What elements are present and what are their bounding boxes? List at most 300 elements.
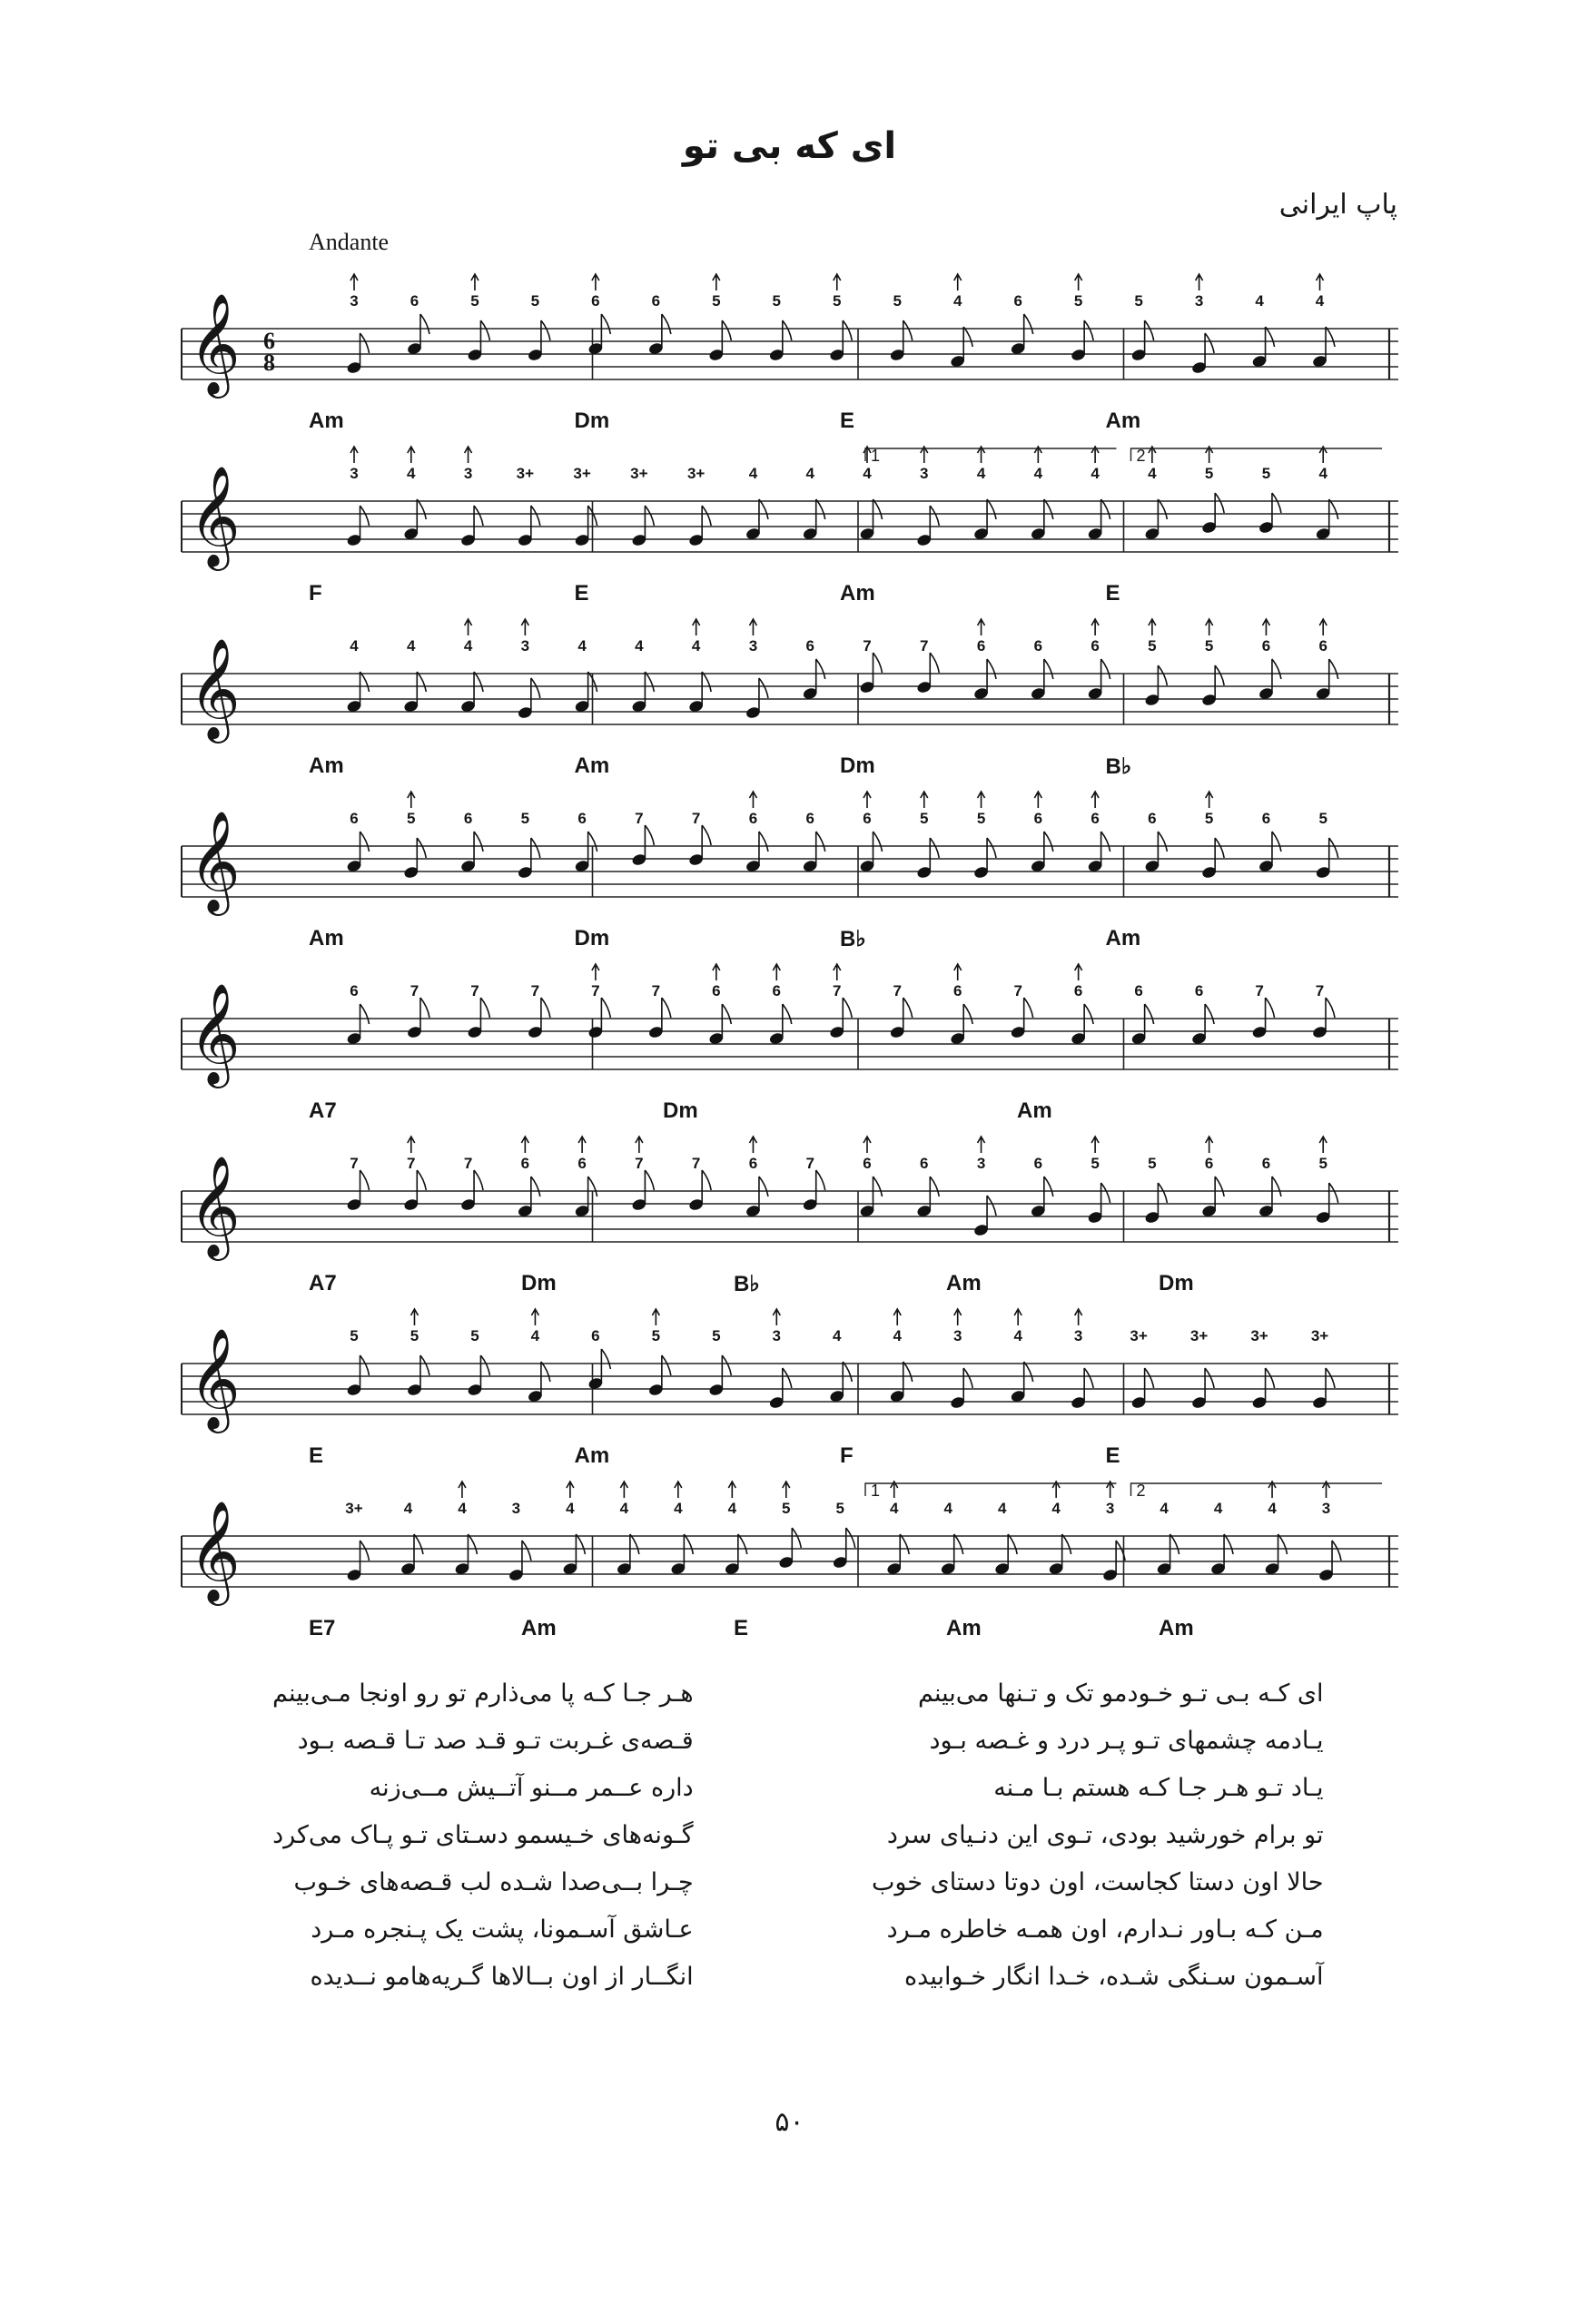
note-flag [873,1177,883,1196]
draw-arrow-icon [578,1137,586,1153]
harmonica-hole-number: 4 [1051,1500,1061,1517]
note-flag [987,838,996,858]
lyric-line: انگــار از اون بــالاها گـریه‌هامو نــدیده [310,1963,694,1991]
lyric-line: حالا اون دستا کجاست، اون دوتا دستای خوب [872,1868,1324,1896]
note-flag [645,825,654,845]
harmonica-hole-number: 6 [591,292,600,310]
draw-arrow-icon [1206,1137,1213,1153]
draw-arrow-icon [408,1137,415,1153]
draw-arrow-icon [459,1482,466,1498]
draw-arrow-icon [1206,447,1213,463]
note-flag [531,1177,540,1196]
tempo-marking: Andante [309,229,390,255]
lyric-line: گـونه‌های خـیسمو دسـتای تـو پـاک می‌کرد [272,1821,694,1849]
note-flag [987,659,996,679]
draw-arrow-icon [1091,619,1099,635]
note-flag [474,1170,483,1190]
harmonica-hole-number: 5 [1204,810,1214,827]
harmonica-hole-number: 4 [407,465,416,482]
harmonica-hole-number: 6 [1033,637,1043,655]
draw-arrow-icon [954,964,962,980]
chord-symbol: B♭ [1105,754,1132,779]
harmonica-hole-number: 7 [407,1155,416,1172]
note-flag [903,320,913,340]
lyric-line: آسـمون سـنگی شـده، خـدا انگار خـوابیده [904,1963,1324,1991]
draw-arrow-icon [1262,619,1269,635]
harmonica-hole-number: 6 [748,810,758,827]
draw-arrow-icon [531,1309,538,1325]
draw-arrow-icon [465,447,472,463]
note-flag [417,499,426,519]
harmonica-hole-number: 3+ [630,465,648,482]
time-signature [263,330,275,374]
draw-arrow-icon [749,619,756,635]
harmonica-hole-number: 7 [1255,982,1264,1000]
harmonica-hole-number: 3 [976,1155,986,1172]
harmonica-hole-number: 6 [1090,810,1100,827]
note-flag [930,506,939,526]
harmonica-hole-number: 5 [1204,637,1214,655]
draw-arrow-icon [954,1309,962,1325]
note-flag [601,314,610,334]
note-flag [1084,1368,1093,1388]
note-flag [1101,499,1110,519]
harmonica-hole-number: 3 [748,637,758,655]
harmonica-hole-number: 6 [1073,982,1083,1000]
draw-arrow-icon [1091,447,1099,463]
note-flag [702,825,711,845]
note-flag [1158,665,1167,685]
harmonica-hole-number: 6 [1033,1155,1043,1172]
draw-arrow-icon [620,1482,627,1498]
note-flag [722,1355,731,1375]
harmonica-hole-number: 6 [410,292,419,310]
harmonica-hole-number: 3+ [1310,1327,1329,1344]
note-flag [417,838,426,858]
harmonica-hole-number: 4 [976,465,986,482]
chord-symbol: Am [574,1443,610,1468]
note-flag [420,998,429,1018]
note-flag [963,1368,972,1388]
note-flag [474,832,483,852]
note-flag [843,998,852,1018]
lyric-line: داره عــمر مــنو آتــیش مــی‌زنه [369,1774,694,1802]
harmonica-hole-number: 6 [952,982,962,1000]
music-staff [173,1480,1407,1643]
chord-symbol: Am [309,926,344,950]
harmonica-hole-number: 6 [1134,982,1143,1000]
note-flag [645,506,654,526]
note-flag [783,1004,792,1024]
note-flag [1145,1368,1154,1388]
harmonica-hole-number: 5 [1134,292,1143,310]
volta-label: 1 [871,1482,881,1500]
note-flag [1272,659,1281,679]
harmonica-hole-number: 7 [350,1155,359,1172]
note-flag [722,1004,731,1024]
lyric-line: یـاد تـو هـر جـا کـه هستم بـا مـنه [993,1774,1324,1802]
harmonica-hole-number: 4 [566,1500,575,1517]
note-flag [843,320,852,340]
harmonica-hole-number: 6 [805,637,814,655]
harmonica-hole-number: 7 [691,810,701,827]
chord-symbol: E [734,1616,749,1640]
note-flag [1158,832,1167,852]
note-flag [360,333,370,353]
note-flag [1266,1368,1275,1388]
note-flag [987,1196,996,1216]
harmonica-hole-number: 6 [577,1155,587,1172]
draw-arrow-icon [783,1482,790,1498]
harmonica-hole-number: 6 [1261,637,1271,655]
harmonica-hole-number: 7 [530,982,540,1000]
note-flag [1084,1004,1093,1024]
note-flag [360,506,370,526]
harmonica-hole-number: 4 [833,1327,842,1344]
note-flag [1224,1534,1233,1554]
note-flag [1332,1541,1341,1561]
harmonica-hole-number: 3 [1194,292,1204,310]
harmonica-hole-number: 4 [619,1500,629,1517]
draw-arrow-icon [1317,274,1324,290]
chord-symbol: Am [946,1616,982,1640]
harmonica-hole-number: 4 [403,1500,413,1517]
draw-arrow-icon [713,964,720,980]
draw-arrow-icon [978,792,985,808]
harmonica-hole-number: 5 [1318,1155,1327,1172]
lyrics-left-column [272,1670,694,2001]
note-flag [531,678,540,698]
harmonica-hole-number: 3 [772,1327,782,1344]
draw-arrow-icon [408,447,415,463]
harmonica-hole-number: 3 [520,637,530,655]
song-title: ای که بی تو [682,125,897,167]
harmonica-hole-number: 5 [1090,1155,1100,1172]
harmonica-hole-number: 5 [893,292,902,310]
harmonica-hole-number: 3+ [1250,1327,1268,1344]
note-flag [360,1004,370,1024]
note-flag [873,832,883,852]
harmonica-hole-number: 4 [943,1500,952,1517]
note-flag [414,1534,423,1554]
note-flag [1278,1534,1288,1554]
draw-arrow-icon [864,1137,871,1153]
draw-arrow-icon [834,274,841,290]
draw-arrow-icon [410,1309,418,1325]
harmonica-hole-number: 3 [1105,1500,1115,1517]
note-flag [930,838,939,858]
harmonica-hole-number: 5 [712,292,721,310]
harmonica-hole-number: 5 [530,292,540,310]
note-flag [873,653,883,673]
note-flag [360,832,370,852]
harmonica-hole-number: 5 [470,292,479,310]
note-flag [900,1534,909,1554]
harmonica-hole-number: 6 [591,1327,600,1344]
harmonica-hole-number: 7 [1013,982,1022,1000]
treble-clef-icon: 𝄞 [189,810,241,911]
treble-clef-icon: 𝄞 [189,1327,241,1429]
note-flag [783,1368,792,1388]
chord-symbol: Am [309,409,344,433]
draw-arrow-icon [921,792,928,808]
music-staff [173,272,1407,436]
note-flag [360,672,370,692]
chord-symbol: Dm [574,926,610,950]
note-flag [783,320,792,340]
draw-arrow-icon [592,274,599,290]
note-flag [662,998,671,1018]
draw-arrow-icon [675,1482,682,1498]
draw-arrow-icon [350,447,358,463]
lyric-line: هـر جـا کـه پا می‌ذارم تو رو اونجا مـی‌بینم [272,1679,694,1708]
chord-symbol: B♭ [734,1272,760,1296]
note-flag [531,838,540,858]
draw-arrow-icon [1149,619,1156,635]
note-flag [816,1170,825,1190]
harmonica-hole-number: 5 [1148,637,1157,655]
note-flag [963,1004,972,1024]
draw-arrow-icon [1206,619,1213,635]
note-flag [1329,499,1338,519]
note-flag [601,1349,610,1369]
harmonica-hole-number: 3 [952,1327,962,1344]
music-staff [173,1135,1407,1298]
chord-symbol: B♭ [840,927,866,951]
draw-arrow-icon [954,274,962,290]
harmonica-hole-number: 5 [920,810,929,827]
harmonica-hole-number: 4 [1213,1500,1223,1517]
volta-label: 2 [1136,447,1146,465]
lyrics-right-column [872,1670,1324,2001]
harmonica-hole-number: 4 [1090,465,1100,482]
note-flag [1205,333,1214,353]
volta-bracket [1131,1483,1383,1496]
note-flag [630,1534,639,1554]
harmonica-hole-number: 6 [1204,1155,1214,1172]
note-flag [843,1362,852,1382]
note-flag [1024,998,1033,1018]
harmonica-hole-number: 4 [674,1500,683,1517]
note-flag [1145,320,1154,340]
note-flag [987,499,996,519]
chord-symbol: F [840,1443,854,1468]
note-flag [1044,499,1053,519]
draw-arrow-icon [1196,274,1203,290]
draw-arrow-icon [1091,1137,1099,1153]
harmonica-hole-number: 4 [805,465,814,482]
harmonica-hole-number: 6 [1013,292,1022,310]
harmonica-hole-number: 6 [863,1155,872,1172]
harmonica-hole-number: 7 [833,982,842,1000]
draw-arrow-icon [521,1137,528,1153]
harmonica-hole-number: 6 [748,1155,758,1172]
chord-symbol: Am [946,1271,982,1295]
note-flag [541,1362,550,1382]
note-flag [1215,665,1224,685]
harmonica-hole-number: 3 [350,465,359,482]
harmonica-hole-number: 3 [920,465,929,482]
harmonica-hole-number: 7 [863,637,872,655]
harmonica-hole-number: 4 [890,1500,899,1517]
note-flag [1326,327,1335,347]
draw-arrow-icon [864,792,871,808]
note-flag [759,678,768,698]
note-flag [662,314,671,334]
note-flag [759,1177,768,1196]
volta-bracket [865,1483,1117,1496]
harmonica-hole-number: 7 [651,982,661,1000]
draw-arrow-icon [749,1137,756,1153]
harmonica-hole-number: 7 [920,637,929,655]
note-flag [645,672,654,692]
draw-arrow-icon [773,964,780,980]
note-flag [954,1534,963,1554]
note-flag [759,499,768,519]
note-flag [846,1528,855,1548]
harmonica-hole-number: 3+ [1189,1327,1209,1344]
harmonica-hole-number: 4 [530,1327,540,1344]
harmonica-hole-number: 5 [1204,465,1214,482]
harmonica-hole-number: 6 [651,292,661,310]
note-flag [480,320,489,340]
lyric-line: تو برام خورشید بودی، تـوی این دنـیای سرد [886,1821,1324,1849]
draw-arrow-icon [1034,792,1041,808]
note-flag [1101,832,1110,852]
note-flag [1101,659,1110,679]
music-staff [173,962,1407,1126]
chord-symbol: Am [1105,926,1141,950]
draw-arrow-icon [408,792,415,808]
harmonica-hole-number: 5 [1261,465,1271,482]
note-flag [816,659,825,679]
note-flag [1326,1368,1335,1388]
harmonica-hole-number: 5 [1073,292,1083,310]
draw-arrow-icon [893,1309,901,1325]
note-flag [360,1170,370,1190]
note-flag [601,998,610,1018]
note-flag [480,998,489,1018]
note-flag [1170,1534,1179,1554]
draw-arrow-icon [978,1137,985,1153]
note-flag [1266,327,1275,347]
note-flag [480,1355,489,1375]
lyric-line: چـرا بــی‌صدا شـده لب قـصه‌های خـوب [293,1868,694,1896]
harmonica-hole-number: 4 [577,637,587,655]
chord-symbol: Am [1159,1616,1194,1640]
harmonica-hole-number: 7 [893,982,902,1000]
draw-arrow-icon [471,274,479,290]
chord-symbol: E [1105,581,1120,606]
harmonica-hole-number: 5 [1148,1155,1157,1172]
note-flag [1158,499,1167,519]
note-flag [702,672,711,692]
harmonica-hole-number: 6 [577,810,587,827]
note-flag [1272,493,1281,513]
volta-label: 2 [1136,1482,1146,1500]
harmonica-hole-number: 3+ [573,465,591,482]
draw-arrow-icon [1014,1309,1021,1325]
harmonica-hole-number: 6 [1033,810,1043,827]
note-flag [417,1170,426,1190]
note-flag [1215,838,1224,858]
draw-arrow-icon [864,447,871,463]
chord-symbol: E [840,409,855,433]
harmonica-hole-number: 6 [350,810,359,827]
harmonica-hole-number: 4 [952,292,962,310]
harmonica-hole-number: 4 [463,637,473,655]
treble-clef-icon: 𝄞 [189,1155,241,1256]
harmonica-hole-number: 5 [350,1327,359,1344]
harmonica-hole-number: 4 [997,1500,1007,1517]
harmonica-hole-number: 5 [772,292,782,310]
harmonica-hole-number: 6 [350,982,359,1000]
harmonica-hole-number: 6 [1261,1155,1271,1172]
note-flag [903,998,913,1018]
note-flag [1205,1004,1214,1024]
draw-arrow-icon [1075,1309,1082,1325]
harmonica-hole-number: 4 [1315,292,1325,310]
harmonica-hole-number: 5 [651,1327,661,1344]
note-flag [738,1534,747,1554]
note-flag [1101,1183,1110,1203]
note-flag [1326,998,1335,1018]
note-flag [576,1534,585,1554]
note-flag [420,1355,429,1375]
chord-symbol: E [574,581,589,606]
harmonica-hole-number: 6 [1261,810,1271,827]
chord-symbol: Dm [840,753,875,778]
harmonica-hole-number: 4 [1033,465,1043,482]
note-flag [722,320,731,340]
music-staff [173,617,1407,781]
harmonica-hole-number: 6 [1194,982,1204,1000]
harmonica-hole-number: 3 [1073,1327,1083,1344]
harmonica-hole-number: 4 [458,1500,467,1517]
note-flag [1008,1534,1017,1554]
note-flag [1215,1177,1224,1196]
harmonica-hole-number: 6 [772,982,782,1000]
treble-clef-icon: 𝄞 [189,637,241,739]
harmonica-hole-number: 5 [833,292,842,310]
chord-symbol: A7 [309,1271,337,1295]
note-flag [1158,1183,1167,1203]
draw-arrow-icon [465,619,472,635]
music-staff [173,445,1407,608]
lyric-line: یـادمه چشمهای تـو پـر درد و غـصه بـود [929,1727,1324,1755]
harmonica-hole-number: 3+ [516,465,535,482]
draw-arrow-icon [773,1309,780,1325]
harmonica-hole-number: 4 [1268,1500,1277,1517]
note-flag [417,672,426,692]
harmonica-hole-number: 7 [410,982,419,1000]
harmonica-hole-number: 3+ [345,1500,363,1517]
note-flag [1329,1183,1338,1203]
harmonica-hole-number: 6 [712,982,721,1000]
music-staff [173,790,1407,953]
note-flag [702,1170,711,1190]
harmonica-hole-number: 4 [1318,465,1327,482]
treble-clef-icon: 𝄞 [189,982,241,1084]
harmonica-hole-number: 4 [635,637,644,655]
treble-clef-icon: 𝄞 [189,1500,241,1601]
harmonica-hole-number: 7 [470,982,479,1000]
note-flag [684,1534,693,1554]
chord-symbol: Dm [663,1098,698,1123]
chord-symbol: Am [574,753,610,778]
harmonica-hole-number: 3+ [1130,1327,1148,1344]
treble-clef-icon: 𝄞 [189,292,241,394]
